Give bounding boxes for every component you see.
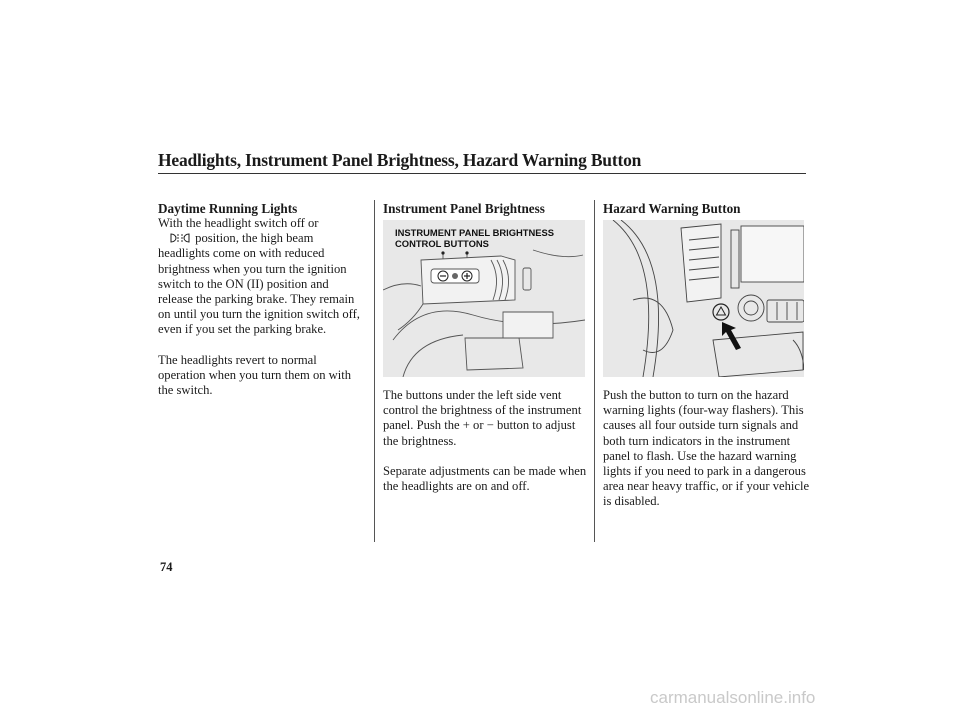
hazard-dashboard-illustration [603,220,804,377]
page-title: Headlights, Instrument Panel Brightness, Hazard Warning Button [158,150,642,170]
ipb-text-part2: button to adjust the brightness. [383,418,576,448]
or-word: or [473,418,484,433]
ipb-paragraph-1 [383,388,591,449]
hazard-warning-button-heading: Hazard Warning Button [603,201,741,216]
minus-symbol: − [486,418,494,433]
hazard-warning-button-text [603,388,811,510]
hazard-button-figure [603,220,804,377]
headlight-symbol-icon [168,233,192,243]
brightness-buttons-figure [383,220,585,377]
ipb-text-part1: The buttons under the left side vent control the brightness of the instrument panel. Push the [383,388,582,433]
page-number: 74 [160,560,173,574]
hwb-paragraph-1: Push the button to turn on the hazard warning lights (four-way flashers). This causes all four outside turn signals and both turn indicators in the instrument panel to flash. Use the hazard warning lights if you need to park in a dangerous area near heavy traffic, or if your vehicle is disabled. [603,388,810,509]
column-divider-2 [594,200,595,542]
site-watermark[interactable]: carmanualsonline.info [650,688,816,707]
pointer-arrow [722,322,741,350]
title-rule [158,173,806,174]
figure-label-line2: CONTROL BUTTONS [395,237,489,249]
column-divider-1 [374,200,375,542]
daytime-running-lights-text [158,216,366,398]
ipb-paragraph-2: Separate adjustments can be made when the headlights are on and off. [383,463,587,494]
dashboard-illustration [383,220,585,377]
instrument-panel-brightness-heading: Instrument Panel Brightness [383,201,545,216]
drl-text-part2: position, the high beam headlights come on with reduced brightness when you turn the ignition switch to the ON (II) position and release the parking brake. They remain on until you turn the ignition switch off, even if you set the parking brake. [158,231,360,337]
daytime-running-lights-heading: Daytime Running Lights [158,201,298,216]
figure-label-line1: INSTRUMENT PANEL BRIGHTNESS [395,227,555,238]
drl-text-part1: With the headlight switch off or [158,216,319,230]
drl-paragraph-1 [158,216,366,338]
drl-paragraph-2: The headlights revert to normal operation when you turn them on with the switch. [158,352,352,398]
plus-symbol: + [462,418,470,433]
instrument-panel-brightness-text [383,388,591,494]
